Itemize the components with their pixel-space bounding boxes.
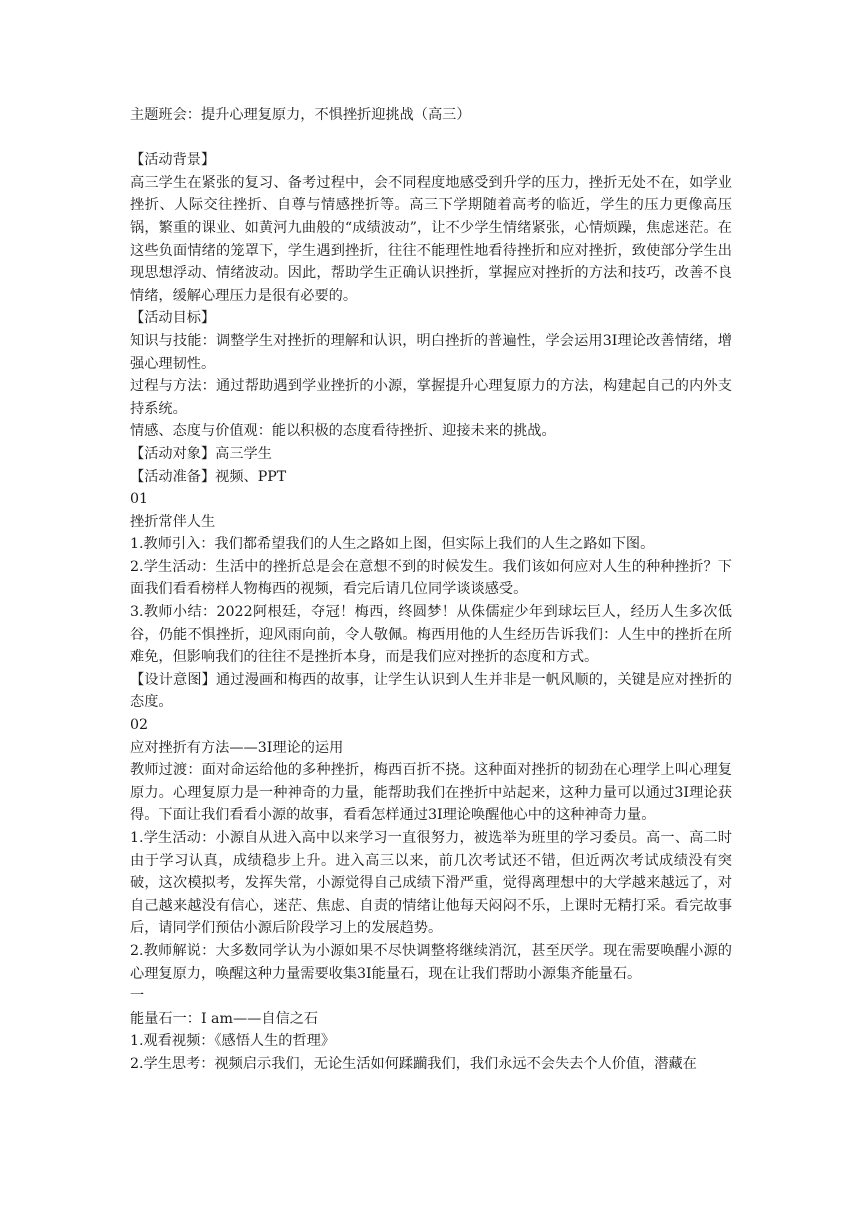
goal-knowledge-paragraph: 知识与技能：调整学生对挫折的理解和认识，明白挫折的普遍性，学会运用3I理论改善情绪，增强心理韧性。 (130, 332, 732, 372)
section-1-number: 01 (130, 491, 149, 508)
goal-emotion-paragraph: 情感、态度与价值观：能以积极的态度看待挫折、迎接未来的挑战。 (130, 423, 556, 440)
document-title: 主题班会：提升心理复原力，不惧挫折迎挑战（高三） (130, 107, 471, 123)
section-1-title: 挫折常伴人生 (130, 513, 216, 530)
stone-1-item-1: 1.观看视频：《感悟人生的哲理》 (130, 1033, 336, 1050)
part-marker: 一 (130, 988, 145, 1005)
goals-heading: 【活动目标】 (130, 310, 216, 327)
section-2-item-2: 2.教师解说：大多数同学认为小源如果不尽快调整将继续消沉，甚至厌学。现在需要唤醒小源的心理复原力，唤醒这种力量需要收集3I能量石，现在让我们帮助小源集齐能量石。 (130, 942, 732, 982)
section-2-item-1: 1.学生活动：小源自从进入高中以来学习一直很努力，被选举为班里的学习委员。高一、高二时由于学习认真，成绩稳步上升。进入高三以来，前几次考试还不错，但近两次考试成绩没有突破，这次模拟考，发挥失常，小源觉得自己成绩下滑严重，觉得离理想中的大学越来越远了，对自己越来越没有信心，迷茫、焦虑、自责的情绪让他每天闷闷不乐，上课时无精打采。看完故事后，请同学们预估小源后阶段学习上的发展趋势。 (130, 830, 732, 937)
preparation-line: 【活动准备】视频、PPT (130, 468, 287, 485)
section-2-number: 02 (130, 717, 149, 734)
target-line: 【活动对象】高三学生 (130, 445, 272, 462)
document-page (130, 104, 732, 1076)
section-1-item-2: 2.学生活动：生活中的挫折总是会在意想不到的时候发生。我们该如何应对人生的种种挫折？下面我们看看榜样人物梅西的视频，看完后请几位同学谈谈感受。 (130, 558, 732, 598)
section-2-title: 应对挫折有方法——3I理论的运用 (130, 739, 344, 756)
stone-1-item-2: 2.学生思考：视频启示我们，无论生活如何蹂躏我们，我们永远不会失去个人价值，潜藏在 (130, 1055, 697, 1072)
blank-line (130, 127, 732, 150)
stone-1-title: 能量石一：I am——自信之石 (130, 1010, 319, 1027)
section-1-item-3: 3.教师小结：2022阿根廷，夺冠！梅西，终圆梦！从侏儒症少年到球坛巨人，经历人生多次低谷，仍能不惧挫折，迎风雨向前，令人敬佩。梅西用他的人生经历告诉我们：人生中的挫折在所难免，但影响我们的往往不是挫折本身，而是我们应对挫折的态度和方式。 (130, 604, 732, 666)
section-1-item-1: 1.教师引入：我们都希望我们的人生之路如上图，但实际上我们的人生之路如下图。 (130, 536, 655, 553)
goal-process-paragraph: 过程与方法：通过帮助遇到学业挫折的小源，掌握提升心理复原力的方法，构建起自己的内外支持系统。 (130, 378, 732, 417)
background-paragraph: 高三学生在紧张的复习、备考过程中，会不同程度地感受到升学的压力，挫折无处不在，如学业挫折、人际交往挫折、自尊与情感挫折等。高三下学期随着高考的临近，学生的压力更像高压锅，繁重的课业、如黄河九曲般的“成绩波动”，让不少学生情绪紧张，心情烦躁，焦虑迷茫。在这些负面情绪的笼罩下，学生遇到挫折，往往不能理性地看待挫折和应对挫折，致使部分学生出现思想浮动、情绪波动。因此，帮助学生正确认识挫折，掌握应对挫折的方法和技巧，改善不良情绪，缓解心理压力是很有必要的。 (130, 174, 732, 304)
section-2-transition: 教师过渡：面对命运给他的多种挫折，梅西百折不挠。这种面对挫折的韧劲在心理学上叫心理复原力。心理复原力是一种神奇的力量，能帮助我们在挫折中站起来，这种力量可以通过3I理论获得。下面让我们看看小源的故事，看看怎样通过3I理论唤醒他心中的这种神奇力量。 (130, 762, 732, 824)
section-1-design-intent: 【设计意图】通过漫画和梅西的故事，让学生认识到人生并非是一帆风顺的，关键是应对挫折的态度。 (130, 671, 732, 711)
background-heading: 【活动背景】 (130, 152, 216, 169)
